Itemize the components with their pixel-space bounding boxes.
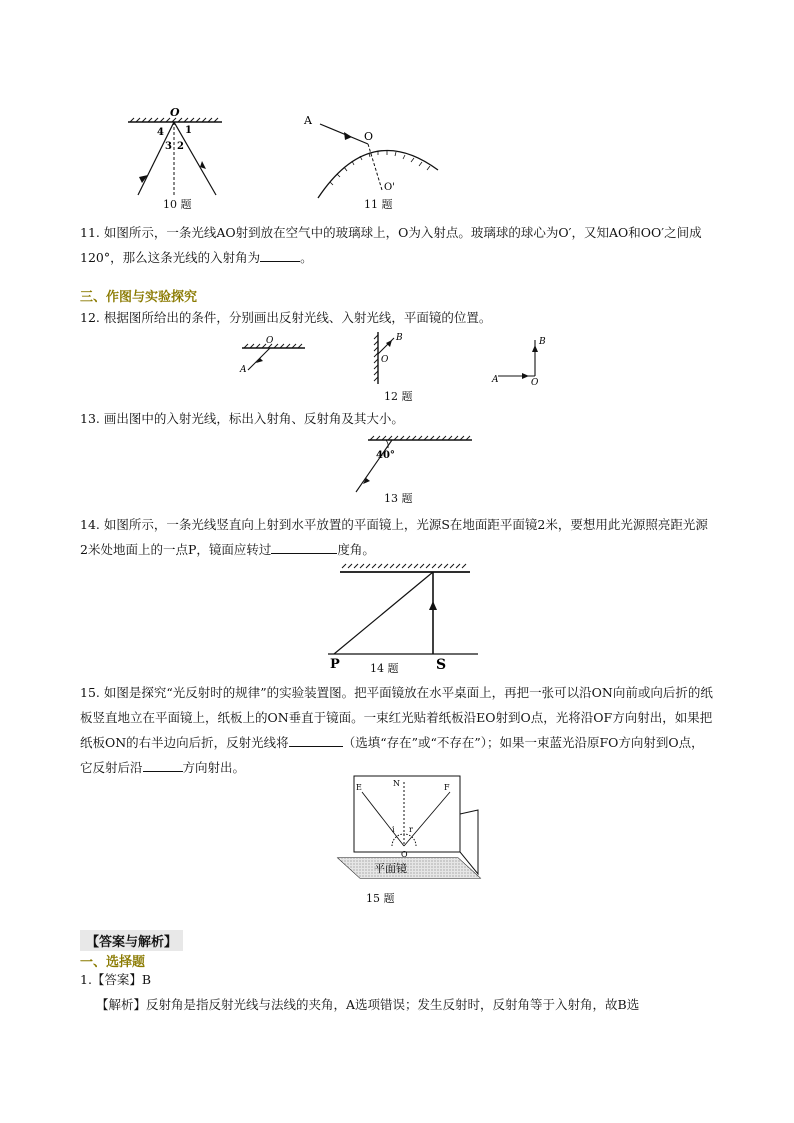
fig10-label-4: 4 [157, 127, 164, 138]
question-14 [80, 512, 714, 562]
question-13: 13. 画出图中的入射光线，标出入射角、反射角及其大小。 [80, 411, 404, 426]
question-14-text: 14. 如图所示，一条光线竖直向上射到水平放置的平面镜上，光源S在地面距平面镜2米，要想用此光源照亮距光源2米处地面上的一点P，镜面应转过 [80, 517, 708, 557]
figure-11-caption: 11 题 [364, 198, 393, 211]
fig12-label-a3: A [492, 375, 499, 385]
fig13-angle-label: 40° [376, 450, 395, 461]
answer-blank-14[interactable] [271, 539, 337, 554]
fig15-mirror-label: 平面镜 [374, 862, 407, 875]
fig11-label-a: A [304, 114, 312, 127]
figure-11 [300, 110, 450, 205]
figure-14-caption: 14 题 [370, 662, 399, 675]
fig15-label-n: N [393, 779, 400, 788]
fig15-label-o: O [401, 850, 408, 859]
fig11-label-o-prime: O' [384, 182, 395, 193]
answer-blank-15a[interactable] [289, 732, 343, 747]
fig15-label-i: i [392, 825, 395, 834]
figure-15 [332, 770, 482, 890]
question-15-text-a: 15. 如图是探究“光反射时的规律”的实验装置图。把平面镜放在水平桌面上，再把一张可以沿ON向前或向后折的纸板竖直地立在平面镜上，纸板上的ON垂直于镜面。一束红光贴着纸板沿EO射到O点，光将沿OF方向射出，如果把纸板ON的右半边向后折，反射光线将 [80, 685, 713, 750]
question-15 [80, 680, 714, 780]
answer-1: 1.【答案】B [80, 972, 152, 987]
figure-15-caption: 15 题 [366, 892, 395, 905]
question-12: 12. 根据图所给出的条件，分别画出反射光线、入射光线，平面镜的位置。 [80, 310, 492, 325]
answer-blank-15b[interactable] [143, 757, 183, 772]
fig10-label-1: 1 [185, 125, 192, 136]
fig15-label-f: F [444, 783, 450, 792]
figure-14 [328, 556, 478, 678]
fig12-label-o3: O [531, 378, 539, 388]
fig10-label-3: 3 [165, 141, 172, 152]
fig15-label-r: r [409, 825, 413, 834]
question-14-end: 度角。 [337, 542, 375, 557]
fig15-label-e: E [356, 783, 362, 792]
answer-blank-11[interactable] [260, 247, 300, 262]
question-11-end: 。 [300, 250, 313, 265]
fig14-label-s: S [436, 657, 447, 673]
question-15-text-c: 方向射出。 [182, 760, 246, 775]
figure-10 [120, 105, 230, 210]
question-11 [80, 220, 714, 270]
fig12-label-o2: O [381, 355, 389, 365]
question-15-text-b: （选填“存在”或“不存在”）；如果一束蓝光沿原FO方向射到O点，它反射后沿 [80, 735, 704, 775]
fig12-label-b3: B [539, 337, 546, 347]
question-11-text: 11. 如图所示，一条光线AO射到放在空气中的玻璃球上，O为入射点。玻璃球的球心为O′，又知AO和OO′之间成120°，那么这条光线的入射角为 [80, 225, 702, 265]
figure-13 [348, 432, 478, 496]
fig12-label-a1: A [240, 365, 247, 375]
fig14-label-p: P [330, 657, 340, 672]
fig12-label-o1: O [266, 336, 274, 346]
answers-heading: 【答案与解析】 [80, 930, 183, 951]
figure-12 [230, 330, 560, 390]
section-3-heading: 三、作图与实验探究 [80, 290, 198, 305]
answers-section-1: 一、选择题 [80, 955, 146, 970]
figure-13-caption: 13 题 [384, 492, 413, 505]
figure-12-caption: 12 题 [384, 390, 413, 403]
answer-1-analysis: 【解析】反射角是指反射光线与法线的夹角，A选项错误；发生反射时，反射角等于入射角，故B选 [96, 997, 640, 1012]
fig10-label-2: 2 [177, 141, 184, 152]
fig11-label-o: O [364, 130, 374, 143]
fig12-label-b2: B [396, 333, 403, 343]
figure-10-caption: 10 题 [163, 198, 192, 211]
fig10-label-o: O [170, 106, 180, 119]
